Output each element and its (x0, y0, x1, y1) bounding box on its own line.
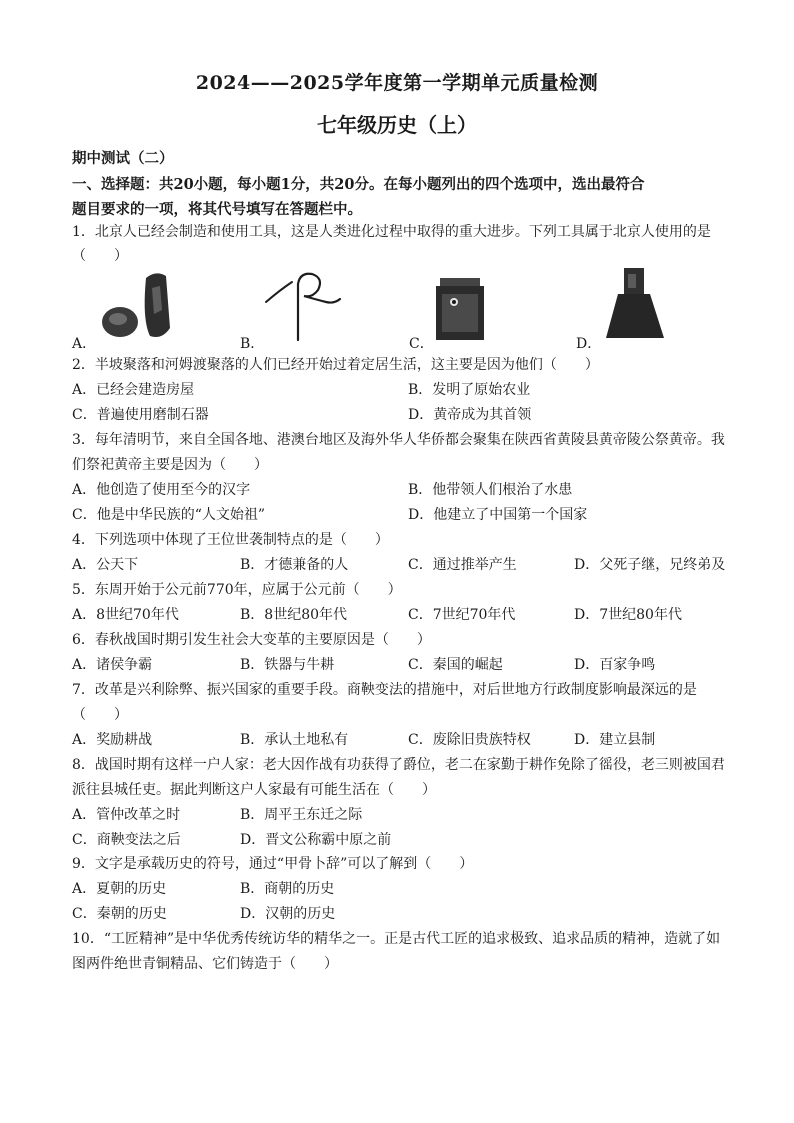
bone-needle-image (262, 266, 344, 342)
q1-stem-line2: （ ） (72, 248, 128, 264)
q3-option-b: B．他带领人们根治了水患 (408, 482, 573, 498)
q6-option-c: C．秦国的崛起 (408, 657, 503, 673)
q1-option-a-label: A． (72, 336, 97, 352)
q2-option-b: B．发明了原始农业 (408, 382, 531, 398)
q8-stem-line2: 派往县城任吏。据此判断这户人家最有可能生活在（ ） (72, 782, 436, 798)
q1-option-d-label: D． (576, 336, 602, 352)
exam-name: 期中测试（二） (72, 150, 174, 167)
exam-title: 2024——2025学年度第一学期单元质量检测 (195, 72, 599, 94)
exam-subtitle: 七年级历史（上） (317, 113, 477, 137)
q1-option-c-label: C． (409, 336, 434, 352)
q4-option-c: C．通过推举产生 (408, 557, 517, 573)
q5-option-a: A．8世纪70年代 (72, 607, 179, 623)
q8-option-b: B．周平王东迁之际 (240, 807, 363, 823)
q6-stem: 6．春秋战国时期引发生社会大变革的主要原因是（ ） (72, 632, 431, 648)
q7-stem-line2: （ ） (72, 707, 128, 723)
bronze-spade-image (604, 266, 668, 342)
q5-option-b: B．8世纪80年代 (240, 607, 348, 623)
q7-option-b: B．承认土地私有 (240, 732, 349, 748)
q10-stem-line1: 10．“工匠精神”是中华优秀传统访华的精华之一。正是古代工匠的追求极致、追求品质的精神，造就了如 (72, 931, 721, 947)
q5-option-d: D．7世纪80年代 (574, 607, 682, 623)
q1-option-b-label: B． (240, 336, 265, 352)
q3-option-c: C．他是中华民族的“人文始祖” (72, 507, 266, 523)
q5-stem: 5．东周开始于公元前770年，应属于公元前（ ） (72, 582, 402, 598)
q9-option-a: A．夏朝的历史 (72, 881, 167, 897)
q9-option-b: B．商朝的历史 (240, 881, 335, 897)
q8-option-d: D．晋文公称霸中原之前 (240, 832, 392, 848)
stone-tools-image (98, 270, 188, 342)
q7-option-c: C．废除旧贵族特权 (408, 732, 531, 748)
q7-option-a: A．奖励耕战 (72, 732, 153, 748)
q4-stem: 4．下列选项中体现了王位世袭制特点的是（ ） (72, 532, 389, 548)
q3-option-d: D．他建立了中国第一个国家 (408, 507, 588, 523)
section-instructions-line2: 题目要求的一项，将其代号填写在答题栏中。 (72, 201, 362, 218)
q6-option-d: D．百家争鸣 (574, 657, 656, 673)
q6-option-b: B．铁器与牛耕 (240, 657, 335, 673)
q3-stem-line1: 3．每年清明节，来自全国各地、港澳台地区及海外华人华侨都会聚集在陕西省黄陵县黄帝陵公祭黄帝。我 (72, 432, 725, 448)
q7-stem-line1: 7．改革是兴利除弊、振兴国家的重要手段。商鞅变法的措施中，对后世地方行政制度影响最深远的是 (72, 682, 697, 698)
q5-option-c: C．7世纪70年代 (408, 607, 516, 623)
q8-stem-line1: 8．战国时期有这样一户人家：老大因作战有功获得了爵位，老二在家勤于耕作免除了徭役，老三则被国君 (72, 757, 725, 773)
q3-option-a: A．他创造了使用至今的汉字 (72, 482, 251, 498)
bronze-square-artifact-image (432, 272, 490, 342)
q1-stem-line1: 1．北京人已经会制造和使用工具，这是人类进化过程中取得的重大进步。下列工具属于北京人使用的是 (72, 224, 711, 240)
q4-option-d: D．父死子继，兄终弟及 (574, 557, 726, 573)
section-instructions-line1: 一、选择题：共20小题，每小题1分，共20分。在每小题列出的四个选项中，选出最符合 (72, 176, 645, 193)
q8-option-a: A．管仲改革之时 (72, 807, 181, 823)
q9-stem: 9．文字是承载历史的符号，通过“甲骨卜辞”可以了解到（ ） (72, 856, 474, 872)
q2-option-c: C．普遍使用磨制石器 (72, 407, 209, 423)
q2-option-a: A．已经会建造房屋 (72, 382, 195, 398)
q9-option-c: C．秦朝的历史 (72, 906, 167, 922)
q8-option-c: C．商鞅变法之后 (72, 832, 181, 848)
q2-stem: 2．半坡聚落和河姆渡聚落的人们已经开始过着定居生活，这主要是因为他们（ ） (72, 357, 599, 373)
q6-option-a: A．诸侯争霸 (72, 657, 153, 673)
q4-option-a: A．公天下 (72, 557, 139, 573)
q2-option-d: D．黄帝成为其首领 (408, 407, 532, 423)
q9-option-d: D．汉朝的历史 (240, 906, 336, 922)
q4-option-b: B．才德兼备的人 (240, 557, 349, 573)
q7-option-d: D．建立县制 (574, 732, 656, 748)
q3-stem-line2: 们祭祀黄帝主要是因为（ ） (72, 457, 268, 473)
q10-stem-line2: 图两件绝世青铜精品、它们铸造于（ ） (72, 956, 338, 972)
